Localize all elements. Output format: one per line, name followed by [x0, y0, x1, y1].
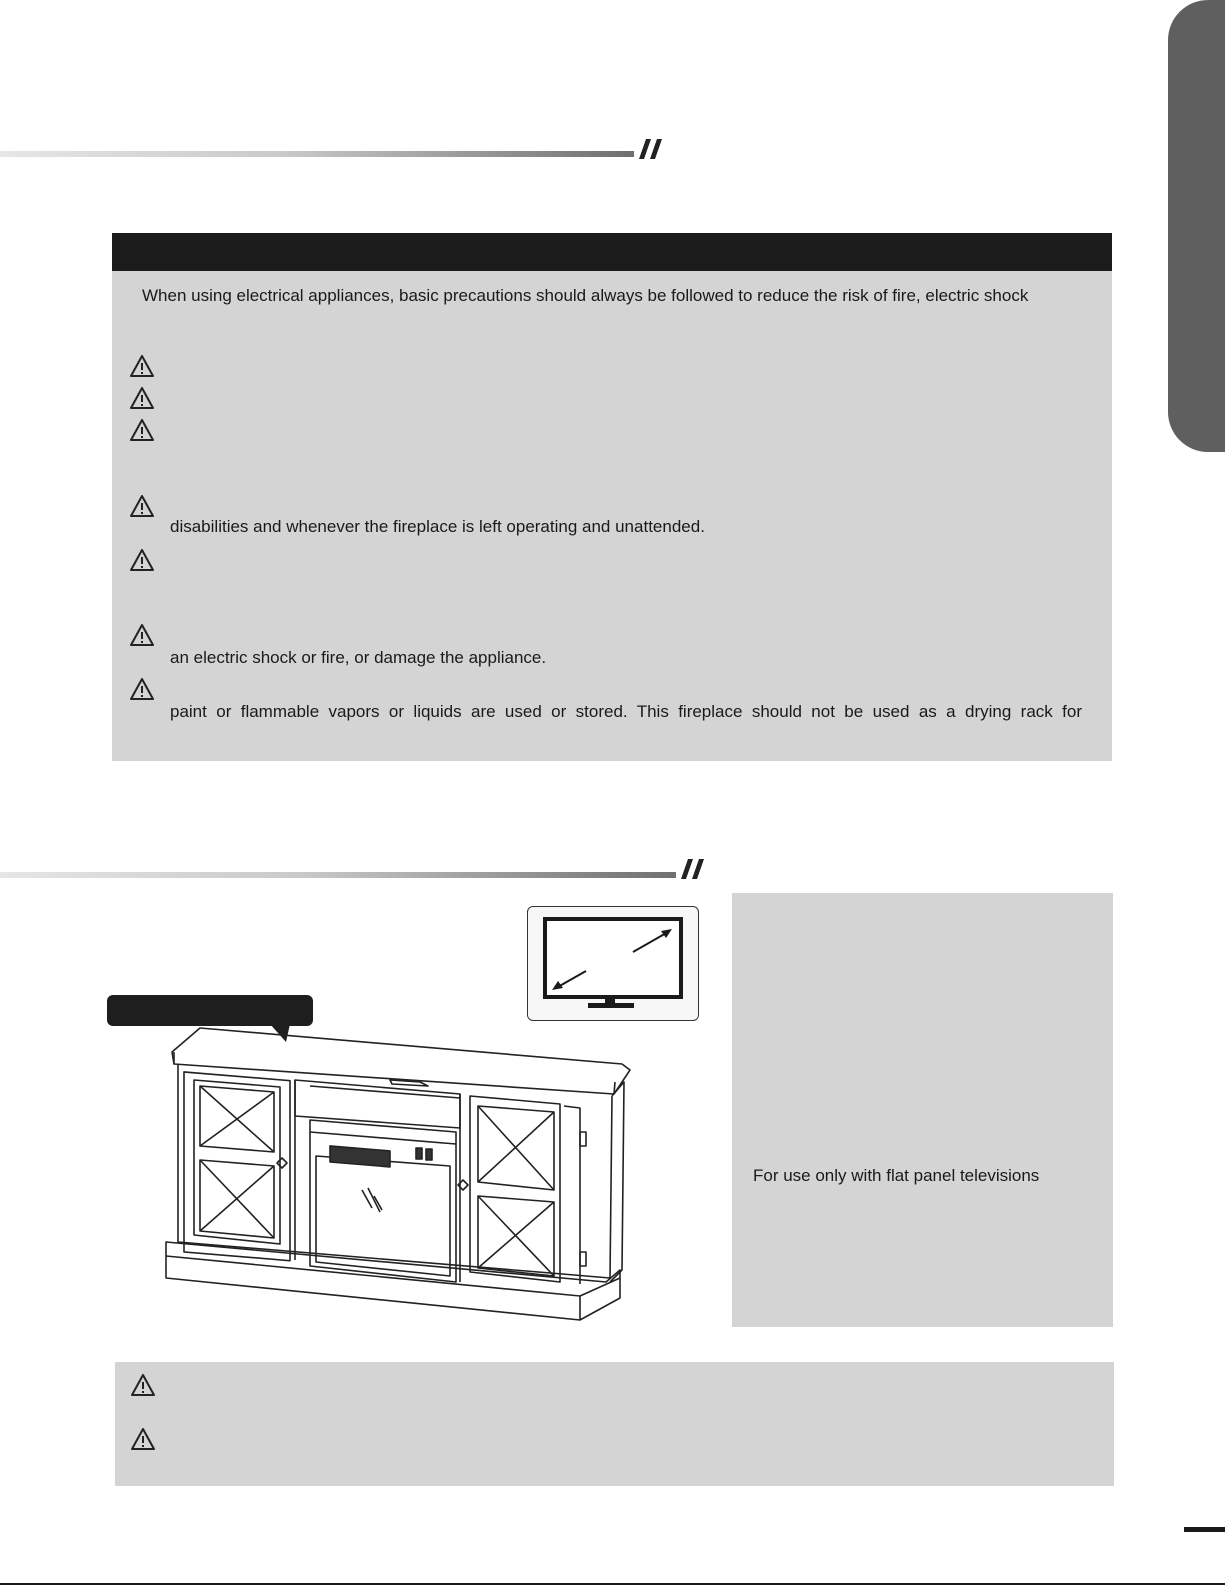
side-tab	[1168, 0, 1225, 452]
tv-diagram-box	[527, 906, 699, 1021]
flat-panel-note: For use only with flat panel televisions	[753, 1166, 1040, 1185]
warning-icon	[129, 386, 155, 410]
tv-info-panel	[732, 893, 1113, 1327]
warning-icon	[129, 354, 155, 378]
double-slash-icon	[638, 138, 664, 160]
warning-icon	[129, 623, 155, 647]
warning-icon	[130, 1373, 156, 1397]
warning-icon	[129, 677, 155, 701]
safety-item-4-line: disabilities and whenever the fireplace is left operating and unattended.	[170, 517, 705, 536]
warning-icon	[129, 418, 155, 442]
warning-icon	[129, 494, 155, 518]
section-rule-top	[0, 151, 634, 157]
double-slash-icon	[680, 858, 706, 880]
safety-panel-header	[112, 233, 1112, 271]
warning-icon	[130, 1427, 156, 1451]
page-number-mark	[1184, 1527, 1225, 1532]
safety-panel	[112, 233, 1112, 761]
bottom-warning-panel	[115, 1362, 1114, 1486]
section-rule-middle	[0, 872, 676, 878]
safety-item-6-line: an electric shock or fire, or damage the appliance.	[170, 648, 547, 667]
safety-item-7-line: paint or flammable vapors or liquids are used or stored. This fireplace should not be used as a drying rack for	[170, 702, 1082, 721]
fireplace-tv-stand-illustration	[160, 1020, 640, 1340]
safety-intro: When using electrical appliances, basic precautions should always be followed to reduce the risk of fire, electric shock	[142, 286, 1029, 305]
tv-diagram	[528, 907, 698, 1020]
warning-icon	[129, 548, 155, 572]
